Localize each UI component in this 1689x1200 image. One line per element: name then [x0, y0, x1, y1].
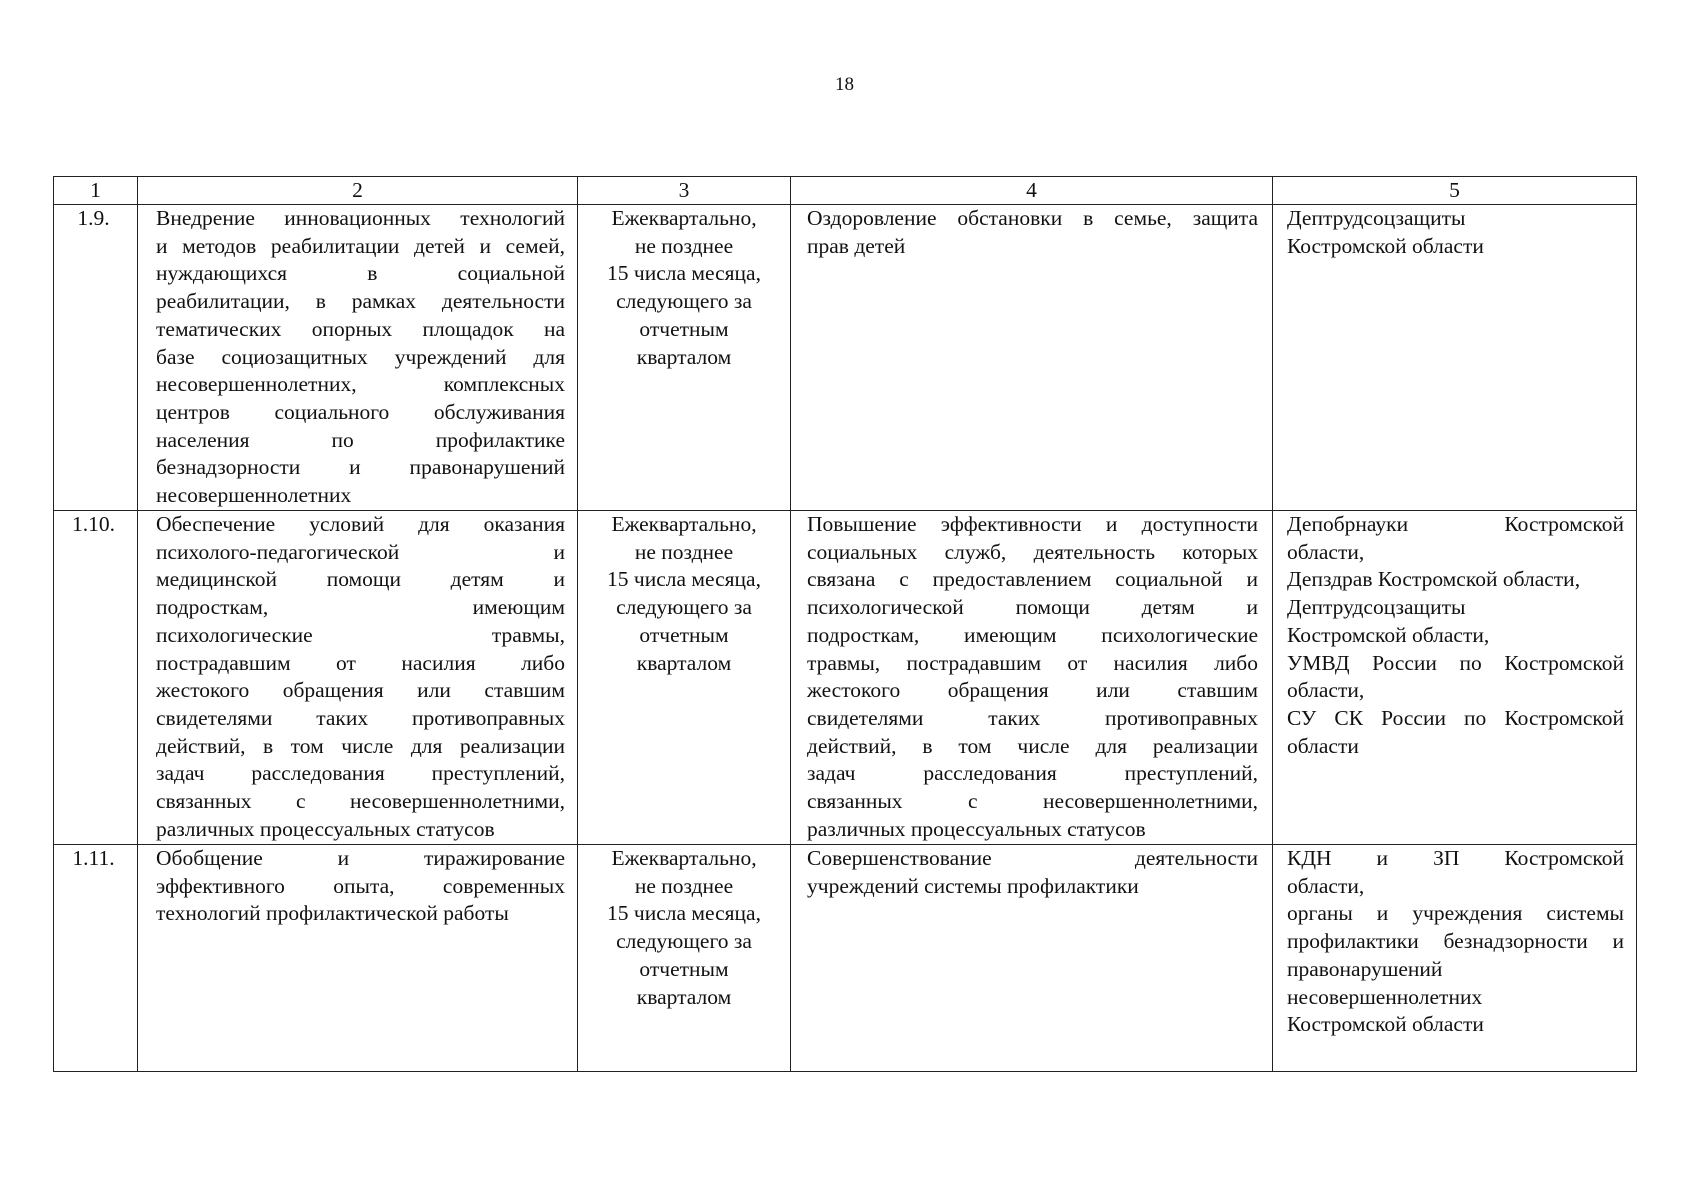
page-number: 18 — [835, 74, 854, 95]
responsible-line: области, — [1287, 539, 1365, 564]
term-line: не позднее — [634, 873, 734, 898]
table-row — [54, 205, 1637, 511]
activity-line: населения по профилактике — [156, 427, 565, 452]
result-line: социальных служб, деятельность которых — [807, 539, 1258, 564]
activity-line: задач расследования преступлений, — [156, 761, 565, 786]
row-number: 1.10. — [54, 511, 138, 845]
term-line: Ежеквартально, — [611, 512, 757, 536]
responsible-line: КДН и ЗП Костромской — [1287, 846, 1624, 870]
term-line: не позднее — [634, 233, 734, 258]
term-line: Ежеквартально, — [611, 206, 757, 230]
activity-line: различных процессуальных статусов — [156, 816, 495, 841]
result-line: Совершенствование деятельности — [807, 846, 1258, 870]
activity-line: психологические травмы, — [156, 622, 565, 647]
result-line: связанных с несовершеннолетними, — [807, 789, 1258, 814]
activity-cell — [138, 845, 578, 1072]
term-line: следующего за — [616, 289, 752, 314]
responsible-line: органы и учреждения системы — [1287, 901, 1624, 926]
column-header-result: 4 — [791, 177, 1273, 205]
activity-line: связанных с несовершеннолетними, — [156, 789, 565, 814]
term-line: не позднее — [634, 539, 734, 564]
column-header-term: 3 — [578, 177, 791, 205]
activity-line: Обобщение и тиражирование — [156, 846, 565, 870]
result-cell — [791, 845, 1273, 1072]
activity-line: технологий профилактической работы — [156, 901, 509, 926]
result-line: травмы, пострадавшим от насилия либо — [807, 650, 1258, 675]
responsible-cell — [1273, 205, 1637, 511]
activity-line: нуждающихся в социальной — [156, 261, 565, 286]
activity-line: базе социозащитных учреждений для — [156, 344, 565, 369]
responsible-line: УМВД России по Костромской — [1287, 650, 1624, 675]
activity-line: безнадзорности и правонарушений — [156, 455, 565, 480]
responsible-line: Костромской области — [1287, 1012, 1484, 1037]
table-row — [54, 511, 1637, 845]
column-header-number: 1 — [54, 177, 138, 205]
result-line: действий, в том числе для реализации — [807, 733, 1258, 758]
activity-line: эффективного опыта, современных — [156, 873, 565, 898]
result-line: Повышение эффективности и доступности — [807, 512, 1258, 536]
row-number: 1.9. — [54, 205, 138, 511]
activity-line: пострадавшим от насилия либо — [156, 650, 565, 675]
result-line: свидетелями таких противоправных — [807, 705, 1258, 730]
activity-line: свидетелями таких противоправных — [156, 705, 565, 730]
responsible-line: области — [1287, 733, 1359, 758]
responsible-line: Костромской области — [1287, 233, 1484, 258]
responsible-line: несовершеннолетних — [1287, 984, 1483, 1009]
responsible-cell — [1273, 511, 1637, 845]
result-line: учреждений системы профилактики — [807, 873, 1139, 898]
responsible-line: профилактики безнадзорности и — [1287, 929, 1624, 954]
table-row — [54, 845, 1637, 1072]
term-line: следующего за — [616, 929, 752, 954]
term-line: отчетным — [639, 622, 729, 647]
result-line: подросткам, имеющим психологические — [807, 622, 1258, 647]
result-line: жестокого обращения или ставшим — [807, 678, 1258, 703]
measures-table — [53, 176, 1637, 1072]
activity-line: действий, в том числе для реализации — [156, 733, 565, 758]
term-line: следующего за — [616, 595, 752, 620]
row-number: 1.11. — [54, 845, 138, 1072]
result-line: связана с предоставлением социальной и — [807, 567, 1258, 592]
result-line: различных процессуальных статусов — [807, 816, 1146, 841]
activity-line: жестокого обращения или ставшим — [156, 678, 565, 703]
result-line: задач расследования преступлений, — [807, 761, 1258, 786]
responsible-line: области, — [1287, 678, 1365, 703]
term-line: 15 числа месяца, — [607, 901, 761, 926]
activity-line: несовершеннолетних, комплексных — [156, 372, 565, 397]
term-cell — [578, 845, 791, 1072]
activity-line: Обеспечение условий для оказания — [156, 512, 565, 536]
activity-line: Внедрение инновационных технологий — [156, 206, 565, 230]
term-line: 15 числа месяца, — [607, 261, 761, 286]
responsible-cell — [1273, 845, 1637, 1072]
activity-line: несовершеннолетних — [156, 483, 352, 508]
responsible-line: правонарушений — [1287, 956, 1443, 981]
activity-line: психолого-педагогической и — [156, 539, 565, 564]
activity-line: подросткам, имеющим — [156, 595, 565, 620]
table-header-row — [54, 177, 1637, 205]
responsible-line: Дептрудсоцзащиты — [1287, 595, 1466, 620]
term-cell — [578, 511, 791, 845]
term-line: 15 числа месяца, — [607, 567, 761, 592]
result-cell — [791, 511, 1273, 845]
result-line: психологической помощи детям и — [807, 595, 1258, 620]
result-cell — [791, 205, 1273, 511]
activity-line: тематических опорных площадок на — [156, 316, 565, 341]
activity-cell — [138, 511, 578, 845]
column-header-activity: 2 — [138, 177, 578, 205]
term-line: кварталом — [636, 650, 732, 675]
result-line: Оздоровление обстановки в семье, защита — [807, 206, 1258, 230]
activity-line: реабилитации, в рамках деятельности — [156, 289, 565, 314]
term-line: Ежеквартально, — [611, 846, 757, 870]
responsible-line: Костромской области, — [1287, 622, 1490, 647]
term-line: кварталом — [636, 984, 732, 1009]
activity-cell — [138, 205, 578, 511]
result-line: прав детей — [807, 233, 906, 258]
term-line: кварталом — [636, 344, 732, 369]
term-line: отчетным — [639, 956, 729, 981]
responsible-line: СУ СК России по Костромской — [1287, 705, 1624, 730]
responsible-line: Дептрудсоцзащиты — [1287, 206, 1466, 230]
column-header-responsible: 5 — [1273, 177, 1637, 205]
responsible-line: Депздрав Костромской области, — [1287, 567, 1581, 592]
responsible-line: области, — [1287, 873, 1365, 898]
activity-line: медицинской помощи детям и — [156, 567, 565, 592]
activity-line: центров социального обслуживания — [156, 399, 565, 424]
term-line: отчетным — [639, 316, 729, 341]
activity-line: и методов реабилитации детей и семей, — [156, 233, 565, 258]
term-cell — [578, 205, 791, 511]
responsible-line: Депобрнауки Костромской — [1287, 512, 1624, 536]
